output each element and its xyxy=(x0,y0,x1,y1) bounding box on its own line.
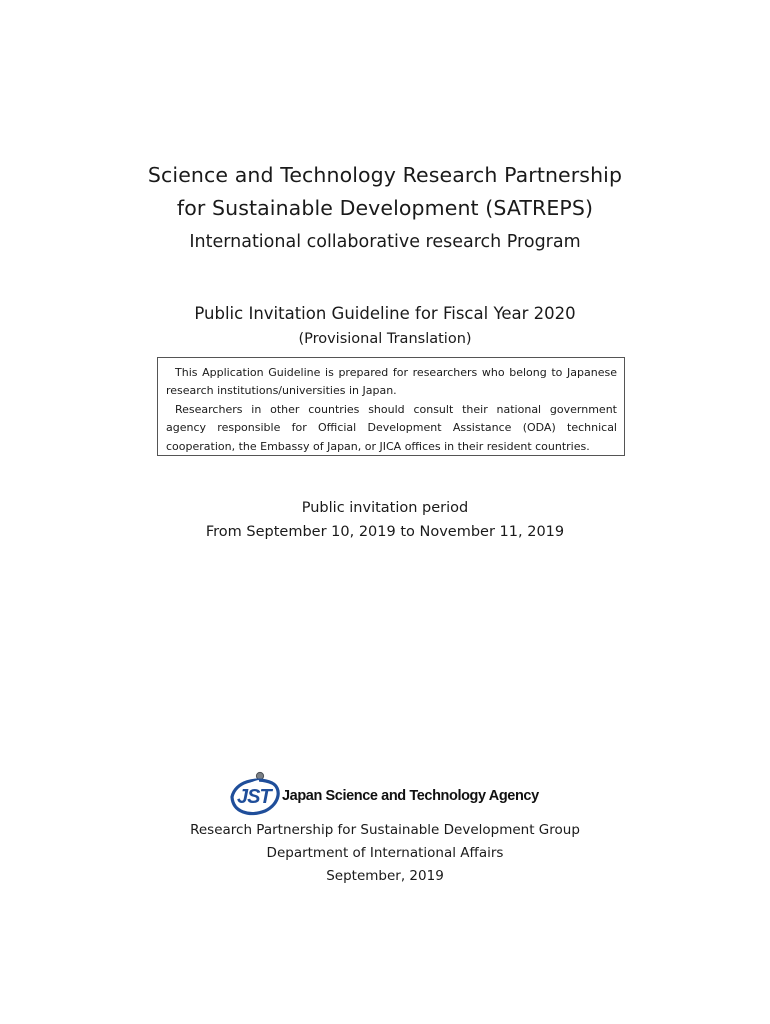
program-subtitle: International collaborative research Program xyxy=(189,232,581,252)
logo-lettering: JST xyxy=(237,786,271,808)
invitation-period-label: Public invitation period xyxy=(301,500,469,516)
title-line-1: Science and Technology Research Partnership xyxy=(147,163,623,187)
jst-logo-mark-icon xyxy=(229,771,285,819)
eligibility-notice-box xyxy=(157,357,625,456)
agency-name: Japan Science and Technology Agency xyxy=(282,788,539,804)
notice-paragraph-2: Researchers in other countries should consult their national government agency responsible for Official Development Assistance (ODA) technical cooperation, the Embassy of Japan, or JICA offices in their resident countries. xyxy=(166,402,617,453)
department-name: Department of International Affairs xyxy=(266,845,504,861)
provisional-note: (Provisional Translation) xyxy=(298,331,472,347)
issue-date: September, 2019 xyxy=(326,868,444,884)
group-name: Research Partnership for Sustainable Development Group xyxy=(190,822,580,838)
title-line-2: for Sustainable Development (SATREPS) xyxy=(176,196,594,220)
guideline-title: Public Invitation Guideline for Fiscal Year 2020 xyxy=(194,304,576,323)
notice-paragraph-1: This Application Guideline is prepared for researchers who belong to Japanese research institutions/universities in Japan. xyxy=(166,366,617,398)
invitation-period-dates: From September 10, 2019 to November 11, 2019 xyxy=(205,524,565,540)
